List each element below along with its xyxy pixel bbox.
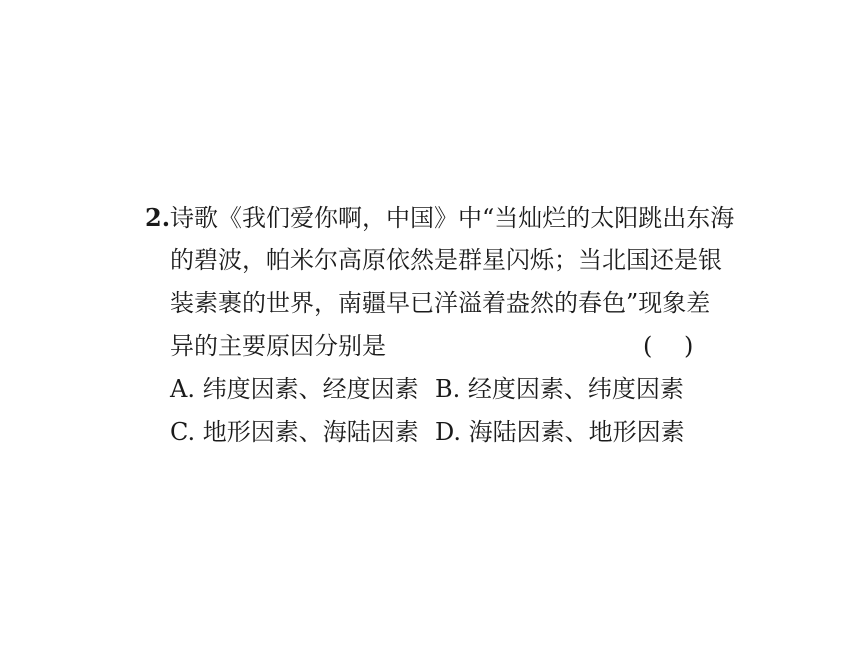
question-block <box>145 196 735 368</box>
question-line-2 <box>145 239 735 282</box>
option-d: D. 海陆因素、地形因素 <box>435 418 685 446</box>
options-row-1 <box>170 368 730 411</box>
answer-blank: ( ) <box>643 332 694 360</box>
options-block <box>170 368 730 454</box>
option-a: A. 纬度因素、经度因素 <box>170 375 419 403</box>
question-number: 2. <box>145 203 171 232</box>
question-line-3 <box>145 282 735 325</box>
question-text-line-2: 的碧波，帕米尔高原依然是群星闪烁；当北国还是银 <box>170 246 722 274</box>
option-c: C. 地形因素、海陆因素 <box>170 418 419 446</box>
options-row-2 <box>170 411 730 454</box>
question-text-line-1: 诗歌《我们爱你啊，中国》中“当灿烂的太阳跳出东海 <box>170 204 735 232</box>
question-text-line-3: 装素裹的世界，南疆早已洋溢着盎然的春色”现象差 <box>170 289 711 317</box>
question-line-1 <box>145 196 735 239</box>
option-b: B. 经度因素、纬度因素 <box>435 375 684 403</box>
question-text-line-4: 异的主要原因分别是 <box>170 332 386 360</box>
question-line-4 <box>145 325 735 368</box>
